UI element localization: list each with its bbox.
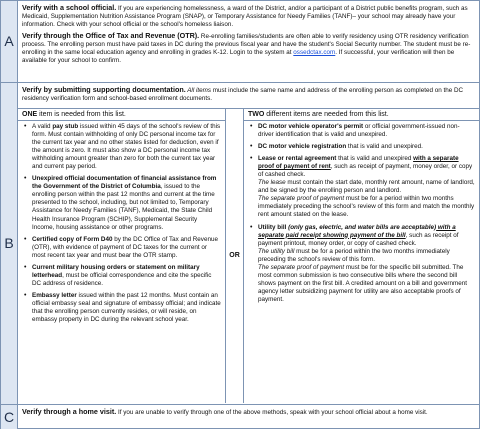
utility-bill-qualifier: (only gas, electric, and water bills are acceptable) — [286, 223, 437, 231]
one-item-header-text: item is needed from this list. — [37, 111, 126, 118]
one-item-list — [18, 121, 225, 324]
school-official-title: Verify with a school official. — [22, 3, 117, 12]
utility-bill-text-2: must be for a period within the two months immediately preceding the school's review of this form. — [258, 247, 450, 263]
school-official-text: If you are experiencing homelessness, a ward of the District, and/or a participant of a District public benefits program, such as Medicaid, Supplementation Nutrition Assistance Program (SNAP), or Temporary Assistance for Needy Families (TANF)– your school may already have your information. Check with your school official or the school's homeless liaison. — [22, 5, 468, 29]
otr-paragraph — [22, 31, 475, 65]
two-items-header-text: different items are needed from this list. — [264, 111, 389, 118]
lease-proof-label: with a separate proof of payment of rent — [258, 155, 459, 171]
two-items-column — [244, 109, 479, 403]
school-official-paragraph — [22, 3, 475, 29]
lease-label: Lease or rental agreement — [258, 155, 337, 163]
otr-title: Verify through the Office of Tax and Revenue (OTR). — [22, 31, 200, 41]
utility-bill-text-1: , such as receipt of payment printout, money order, or copy of cashed check. — [258, 231, 459, 247]
section-c-letter: C — [1, 405, 18, 429]
section-c — [1, 405, 479, 429]
documentation-columns — [18, 109, 479, 403]
section-c-body — [18, 405, 479, 429]
otr-text-end: . If successful, your verification will then be available for your school to confirm. — [22, 49, 455, 65]
list-item-vehicle-registration — [258, 143, 475, 151]
section-a — [1, 1, 479, 83]
documentation-text: must include the same name and address of the enrolling person as completed on the DC residency verification form and school-based enrollment documents. — [22, 87, 464, 103]
vehicle-registration-label: DC motor vehicle registration — [258, 143, 347, 151]
operator-permit-text: or official government-issued non-driver identification that is valid and unexpired. — [258, 123, 460, 139]
military-orders-text: , must be official correspondence and cite the specific DC address of residence. — [32, 271, 212, 287]
two-items-list — [244, 121, 479, 304]
pay-stub-pre: A valid — [32, 123, 53, 130]
lease-italic-1: The lease — [258, 179, 286, 187]
list-item-pay-stub — [32, 123, 221, 171]
one-item-column — [18, 109, 226, 403]
ossedctax-link[interactable]: ossedctax.com — [293, 49, 336, 57]
military-orders-label: Current military housing orders or statement on military letterhead — [32, 263, 200, 279]
otr-text: Re-enrolling families/students are often able to verify residency using OTR residency verification process. The enrolling person must have paid taxes in DC during the previous fiscal year and have the student's Social Security number. The student must be re-enrolling in the same local education agency and enrolling in grades K-12. Login to the system at — [22, 33, 471, 57]
utility-bill-label: Utility bill — [258, 223, 287, 231]
or-divider: OR — [226, 109, 244, 403]
lease-text-1: that is valid and unexpired — [336, 155, 414, 163]
section-a-body — [18, 1, 479, 82]
lease-text-4: must be for a period within two months immediately preceding the school's review of this form and match the monthly rent amount stated on the lease. — [258, 195, 475, 219]
list-item-embassy-letter — [32, 292, 221, 324]
documentation-italic: All items — [185, 87, 212, 94]
section-a-letter: A — [1, 1, 18, 82]
form-d40-text: by the DC Office of Tax and Revenue (OTR), with evidence of payment of DC taxes for the current or most recent tax year and must bear the OTR stamp. — [32, 235, 218, 259]
two-items-header — [244, 109, 479, 121]
operator-permit-label: DC motor vehicle operator's permit — [258, 123, 364, 130]
pay-stub-text: issued within 45 days of the school's review of this form. Must contain withholding of only DC personal income tax for the current tax year and no other states listed for deduction, even if the amount is zero. It must also show a DC personal income tax withholding amount greater than zero for both the current tax year and current pay period. — [32, 123, 221, 171]
form-d40-label: Certified copy of Form D40 — [32, 235, 113, 243]
one-item-header-bold: ONE — [22, 111, 38, 118]
documentation-intro — [18, 83, 479, 109]
embassy-letter-text: issued within the past 12 months. Must contain an official embassy seal and signature of embassy official; and indicate that the enrolling person currently resides, or will reside, on embassy property in DC during the relevant school year. — [32, 291, 221, 324]
documentation-title: Verify by submitting supporting documentation. — [22, 85, 186, 94]
lease-text-2: , such as receipt of payment, money order, or copy of cashed check. — [258, 163, 473, 179]
home-visit-text: If you are unable to verify through one of the above methods, speak with your school official about a home visit. — [116, 409, 428, 416]
list-item-lease — [258, 155, 475, 219]
one-item-header — [18, 109, 225, 121]
utility-bill-text-3: must be for the specific bill submitted. The most common submission is two consecutive bills where the second bill shows payment on the first bill. A credited amount on a bill and government agency letter subsidizing payment for utility are also acceptable proofs of payment. — [258, 263, 467, 303]
section-b-letter: B — [1, 83, 18, 404]
list-item-utility-bill — [258, 224, 475, 304]
embassy-letter-label: Embassy letter — [32, 291, 77, 299]
list-item-military-orders — [32, 264, 221, 288]
home-visit-title: Verify through a home visit. — [22, 407, 117, 416]
utility-bill-italic-2: The separate proof of payment — [258, 263, 345, 271]
utility-bill-proof-label: with a separate paid receipt showing payment of the bill — [258, 223, 456, 239]
financial-assistance-label: Unexpired official documentation of financial assistance from the Government of the District of Columbia — [32, 175, 217, 191]
list-item-operator-permit — [258, 123, 475, 139]
list-item-form-d40 — [32, 236, 221, 260]
lease-text-3: must contain the start date, monthly rent amount, name of landlord, and be signed by the enrolling person and landlord. — [258, 179, 475, 195]
section-b — [1, 83, 479, 405]
financial-assistance-text: , issued to the enrolling person within the past 12 months and current at the time presented to the school, including, but not limited to, Temporary Assistance for Needy Families (TANF), Medicaid, the State Child Health Insurance Program (SCHIP), Supplemental Security Income, housing assistance or other programs. — [32, 183, 215, 231]
utility-bill-italic-1: The utility bill — [258, 247, 295, 255]
two-items-header-bold: TWO — [248, 111, 265, 118]
vehicle-registration-text: that is valid and unexpired. — [346, 143, 423, 151]
pay-stub-label: pay stub — [52, 123, 79, 130]
lease-italic-2: The separate proof of payment — [258, 195, 345, 203]
section-b-body — [18, 83, 479, 404]
list-item-financial-assistance — [32, 175, 221, 231]
